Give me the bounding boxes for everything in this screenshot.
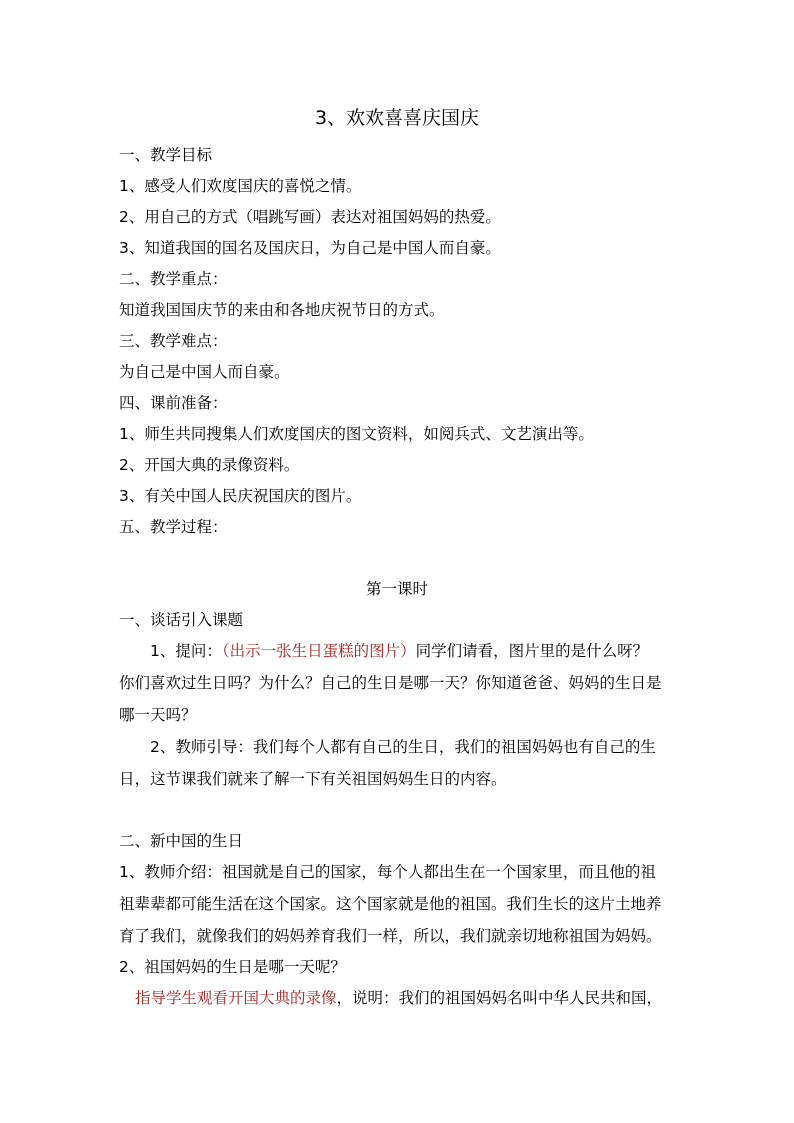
preparation-heading: 四、课前准备：: [119, 394, 228, 412]
keypoints-text: 知道我国国庆节的来由和各地庆祝节日的方式。: [119, 301, 445, 319]
section1-paragraph2-line1: 2、教师引导：我们每个人都有自己的生日，我们的祖国妈妈也有自己的生: [150, 738, 656, 756]
lesson-title: 第一课时: [365, 580, 428, 598]
section2-paragraph1-line1: 1、教师介绍：祖国就是自己的国家，每个人都出生在一个国家里，而且他的祖: [119, 863, 656, 881]
section2-paragraph1-line3: 育了我们，就像我们的妈妈养育我们一样，所以，我们就亲切地称祖国为妈妈。: [119, 927, 662, 945]
video-instruction: 指导学生观看开国大典的录像: [135, 989, 337, 1007]
section2-paragraph3: [135, 988, 662, 1008]
section2-paragraph1-line2: 祖辈辈都可能生活在这个国家。这个国家就是他的祖国。我们生长的这片土地养: [119, 895, 662, 913]
explanation-text: ，说明：我们的祖国妈妈名叫中华人民共和国，: [336, 989, 663, 1007]
section1-paragraph1-line1: [150, 641, 648, 661]
process-heading: 五、教学过程：: [119, 518, 228, 536]
document-title: 3、欢欢喜喜庆国庆: [314, 107, 480, 129]
preparation-item: 2、开国大典的录像资料。: [119, 456, 300, 474]
difficulties-heading: 三、教学难点：: [119, 332, 228, 350]
goal-item: 2、用自己的方式（唱跳写画）表达对祖国妈妈的热爱。: [119, 208, 501, 226]
section1-paragraph1-line2: 你们喜欢过生日吗？为什么？自己的生日是哪一天？你知道爸爸、妈妈的生日是: [119, 674, 662, 692]
preparation-item: 3、有关中国人民庆祝国庆的图片。: [119, 487, 362, 505]
keypoints-heading: 二、教学重点：: [119, 270, 228, 288]
section1-heading: 一、谈话引入课题: [119, 611, 244, 629]
goals-heading: 一、教学目标: [119, 146, 213, 164]
section1-paragraph1-line3: 哪一天吗？: [119, 706, 197, 724]
difficulties-text: 为自己是中国人而自豪。: [119, 363, 290, 381]
question-text: 同学们请看，图片里的是什么呀？: [415, 642, 649, 660]
goal-item: 3、知道我国的国名及国庆日，为自己是中国人而自豪。: [119, 239, 501, 257]
section1-paragraph2-line2: 日，这节课我们就来了解一下有关祖国妈妈生日的内容。: [119, 770, 507, 788]
section2-paragraph2: 2、祖国妈妈的生日是哪一天呢？: [119, 958, 346, 976]
goal-item: 1、感受人们欢度国庆的喜悦之情。: [119, 177, 362, 195]
section2-heading: 二、新中国的生日: [119, 832, 244, 850]
cake-picture-note: （出示一张生日蛋糕的图片）: [221, 642, 416, 660]
preparation-item: 1、师生共同搜集人们欢度国庆的图文资料，如阅兵式、文艺演出等。: [119, 425, 594, 443]
question-prefix: 1、提问：: [150, 642, 222, 660]
